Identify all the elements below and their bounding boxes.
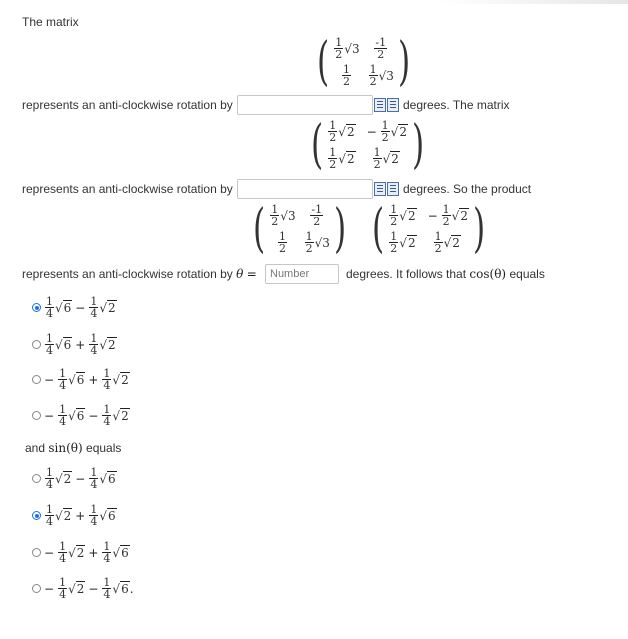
radio-button[interactable] [32,584,41,593]
cos-theta-label: cos(θ) [469,267,507,281]
sin-prompt [25,441,121,455]
rotation-text-3-after [346,267,545,281]
answer-2-status [374,182,400,196]
sin-option-1[interactable]: $\frac{1}{4}$ √2 − $\frac{1}{4}$ √6 [32,467,117,490]
theta-symbol: θ [236,267,244,281]
rotation-text-2-after: degrees. So the product [403,182,532,196]
equals-sign: = [246,267,257,281]
rotation-text-1: represents an anti-clockwise rotation by [22,98,233,112]
product-matrix-2: ( $\frac{1}{2}$ √2 − $\frac{1}{2}$ √2 $\frac{1}{2}$ √2 $\frac{1}{2}$ √2 ) [372,199,486,259]
intro-text: The matrix [22,15,79,29]
sin-option-3[interactable]: − $\frac{1}{4}$ √2 + $\frac{1}{4}$ √6 [32,541,130,564]
sin-option-2[interactable]: $\frac{1}{4}$ √2 + $\frac{1}{4}$ √6 [32,504,117,527]
rotation-text-2: represents an anti-clockwise rotation by [22,182,233,196]
matrix-1: ( $\frac{1}{2}$ √3 $\frac{-1}{2}$ $\frac{1}{2}$ $\frac{1}{2}$ √3 ) [317,32,411,92]
rotation-text-3-label: represents an anti-clockwise rotation by [22,267,233,281]
sin-theta-label: sin(θ) [48,441,83,455]
angle-1-input[interactable] [237,95,373,115]
cos-option-4[interactable]: − $\frac{1}{4}$ √6 − $\frac{1}{4}$ √2 [32,404,130,427]
rotation-text-1-after: degrees. The matrix [403,98,510,112]
theta-number-input[interactable]: Number [265,264,339,284]
angle-2-input[interactable] [237,179,373,199]
radio-button[interactable] [32,303,41,312]
list-icon [374,98,386,112]
and-text: and [25,441,46,455]
equals-text: equals [86,441,122,455]
list-icon [387,98,399,112]
answer-1-status [374,98,400,112]
cos-option-3[interactable]: − $\frac{1}{4}$ √6 + $\frac{1}{4}$ √2 [32,368,130,391]
radio-button[interactable] [32,511,41,520]
list-icon [387,182,399,196]
top-edge-shadow [440,0,628,4]
cos-option-1[interactable]: $\frac{1}{4}$ √6 − $\frac{1}{4}$ √2 [32,296,117,319]
rotation-text-3 [22,267,257,281]
radio-button[interactable] [32,411,41,420]
product-matrix-1: ( $\frac{1}{2}$ √3 $\frac{-1}{2}$ $\frac{1}{2}$ $\frac{1}{2}$ √3 ) [253,199,347,259]
sin-option-4[interactable]: − $\frac{1}{4}$ √2 − $\frac{1}{4}$ √6 . [32,577,134,600]
equals-text: equals [509,267,545,281]
list-icon [374,182,386,196]
radio-button[interactable] [32,548,41,557]
cos-option-2[interactable]: $\frac{1}{4}$ √6 + $\frac{1}{4}$ √2 [32,333,117,356]
radio-button[interactable] [32,474,41,483]
matrix-2: ( $\frac{1}{2}$ √2 − $\frac{1}{2}$ √2 $\frac{1}{2}$ √2 $\frac{1}{2}$ √2 ) [311,115,425,175]
radio-button[interactable] [32,375,41,384]
follows-text: degrees. It follows that [346,267,467,281]
radio-button[interactable] [32,340,41,349]
